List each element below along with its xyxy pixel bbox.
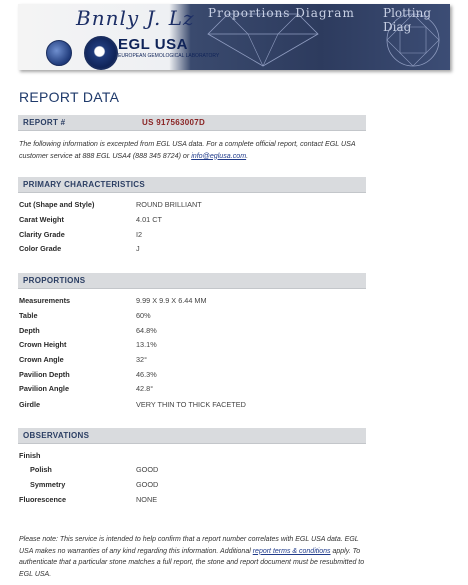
row-value: GOOD [136,465,159,474]
table-row [19,495,364,507]
intro-paragraph [19,139,364,162]
intro-text-end: . [246,151,249,160]
section-header-primary [18,177,366,193]
row-label: Clarity Grade [19,230,65,239]
report-number-label: REPORT # [23,118,66,127]
table-row [19,480,364,492]
table-row [19,296,364,308]
header-banner [18,4,450,70]
finish-label: Finish [19,451,41,460]
row-label: Symmetry [30,480,66,489]
table-row [19,384,364,396]
table-row [19,326,364,338]
row-value: 4.01 CT [136,215,162,224]
egl-usa-logo: EGL USA [118,36,188,53]
logo-subtitle: EUROPEAN GEMOLOGICAL LABORATORY [118,53,220,59]
section-title: PRIMARY CHARACTERISTICS [23,180,146,189]
row-label: Girdle [19,400,41,409]
row-label: Crown Height [19,340,67,349]
row-value: GOOD [136,480,159,489]
row-label: Pavilion Angle [19,384,70,393]
seal-icon [46,40,72,66]
row-value: VERY THIN TO THICK FACETED [136,400,246,409]
row-label: Pavilion Depth [19,370,70,379]
fluorescence-value: NONE [136,495,158,504]
proportions-diagram-text: Proportions Diagram [208,6,355,20]
row-label: Measurements [19,296,71,305]
section-title: OBSERVATIONS [23,431,90,440]
row-label: Polish [30,465,52,474]
note-text-end: apply. To authenticate that a particular stone matches a full report, the stone and report document must be resubmitted to EGL USA. [19,547,365,578]
table-row [19,215,364,227]
table-row [19,311,364,323]
table-row [19,200,364,212]
table-row [19,355,364,367]
table-row [19,400,364,412]
note-text: Please note: This service is intended to help confirm that a report number correlates with EGL USA data. EGL USA makes no warranties of any kind regarding this information. Additional [19,536,359,555]
table-row [19,370,364,382]
row-value: 9.99 X 9.9 X 6.44 MM [136,296,207,305]
row-value: ROUND BRILLIANT [136,200,202,209]
row-label: Depth [19,326,40,335]
report-number-value: US 917563007D [142,118,206,127]
table-row [19,340,364,352]
table-row [19,465,364,477]
row-label: Cut (Shape and Style) [19,200,95,209]
row-label: Table [19,311,38,320]
row-value: 32° [136,355,148,364]
row-label: Color Grade [19,244,62,253]
terms-link[interactable]: report terms & conditions [252,547,331,555]
section-title: PROPORTIONS [23,276,86,285]
report-number-bar [18,115,366,131]
row-value: 42.8° [136,384,154,393]
egl-globe-icon [84,36,118,70]
page-title: REPORT DATA [19,89,120,105]
row-value: 46.3% [136,370,157,379]
row-value: I2 [136,230,143,239]
fluorescence-label: Fluorescence [19,495,67,504]
table-row [19,230,364,242]
row-value: 60% [136,311,151,320]
intro-text: The following information is excerpted from EGL USA data. For a complete official report, contact EGL USA customer service at 888 EGL USA4 (888 345 8724) or [19,140,356,160]
row-label: Carat Weight [19,215,64,224]
section-header-observations [18,428,366,444]
row-value: J [136,244,140,253]
table-row [19,451,364,463]
email-link[interactable]: info@eglusa.com [191,151,247,160]
signature-graphic: Bnnly J. Lz [76,6,195,30]
row-label: Crown Angle [19,355,64,364]
row-value: 64.8% [136,326,157,335]
table-row [19,244,364,256]
disclaimer-note [19,534,369,580]
plotting-diagram-text: Plotting Diag [383,6,432,34]
row-value: 13.1% [136,340,157,349]
section-header-proportions [18,273,366,289]
